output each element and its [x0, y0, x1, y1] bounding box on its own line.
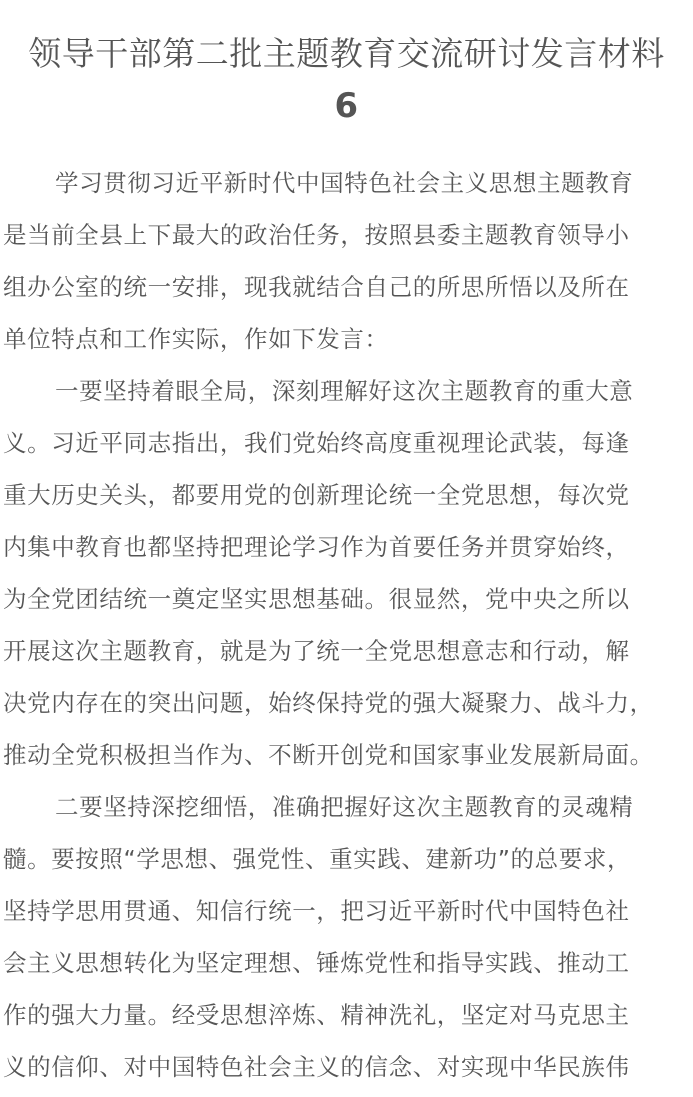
- paragraph-line: 单位特点和工作实际，作如下发言：: [3, 325, 389, 353]
- title-number: 6: [334, 86, 359, 125]
- paragraph-line: 一要坚持着眼全局，深刻理解好这次主题教育的重大意: [55, 377, 634, 405]
- paragraph-line: 推动全党积极担当作为、不断开创党和国家事业发展新局面。: [3, 741, 654, 769]
- paragraph-line: 坚持学思用贯通、知信行统一，把习近平新时代中国特色社: [3, 897, 630, 925]
- paragraph-line: 决党内存在的突出问题，始终保持党的强大凝聚力、战斗力，: [3, 689, 654, 717]
- paragraph-line: 义的信仰、对中国特色社会主义的信念、对实现中华民族伟: [3, 1053, 630, 1081]
- paragraph-line: 开展这次主题教育，就是为了统一全党思想意志和行动，解: [3, 637, 630, 665]
- paragraph-line: 内集中教育也都坚持把理论学习作为首要任务并贯穿始终，: [3, 533, 630, 561]
- paragraph-line: 二要坚持深挖细悟，准确把握好这次主题教育的灵魂精: [55, 793, 634, 821]
- paragraph-line: 组办公室的统一安排，现我就结合自己的所思所悟以及所在: [3, 273, 630, 301]
- paragraph-line: 髓。要按照“学思想、强党性、重实践、建新功”的总要求，: [3, 845, 632, 873]
- paragraph-line: 作的强大力量。经受思想淬炼、精神洗礼，坚定对马克思主: [3, 1001, 630, 1029]
- paragraph-line: 会主义思想转化为坚定理想、锤炼党性和指导实践、推动工: [3, 949, 630, 977]
- paragraph-line: 学习贯彻习近平新时代中国特色社会主义思想主题教育: [55, 169, 634, 197]
- title-main: 领导干部第二批主题教育交流研讨发言材料: [28, 34, 665, 73]
- paragraph-line: 是当前全县上下最大的政治任务，按照县委主题教育领导小: [3, 221, 630, 249]
- document-title: [0, 28, 693, 132]
- paragraph-line: 重大历史关头，都要用党的创新理论统一全党思想，每次党: [3, 481, 630, 509]
- paragraph-line: 义。习近平同志指出，我们党始终高度重视理论武装，每逢: [3, 429, 630, 457]
- paragraph-line: 为全党团结统一奠定坚实思想基础。很显然，党中央之所以: [3, 585, 630, 613]
